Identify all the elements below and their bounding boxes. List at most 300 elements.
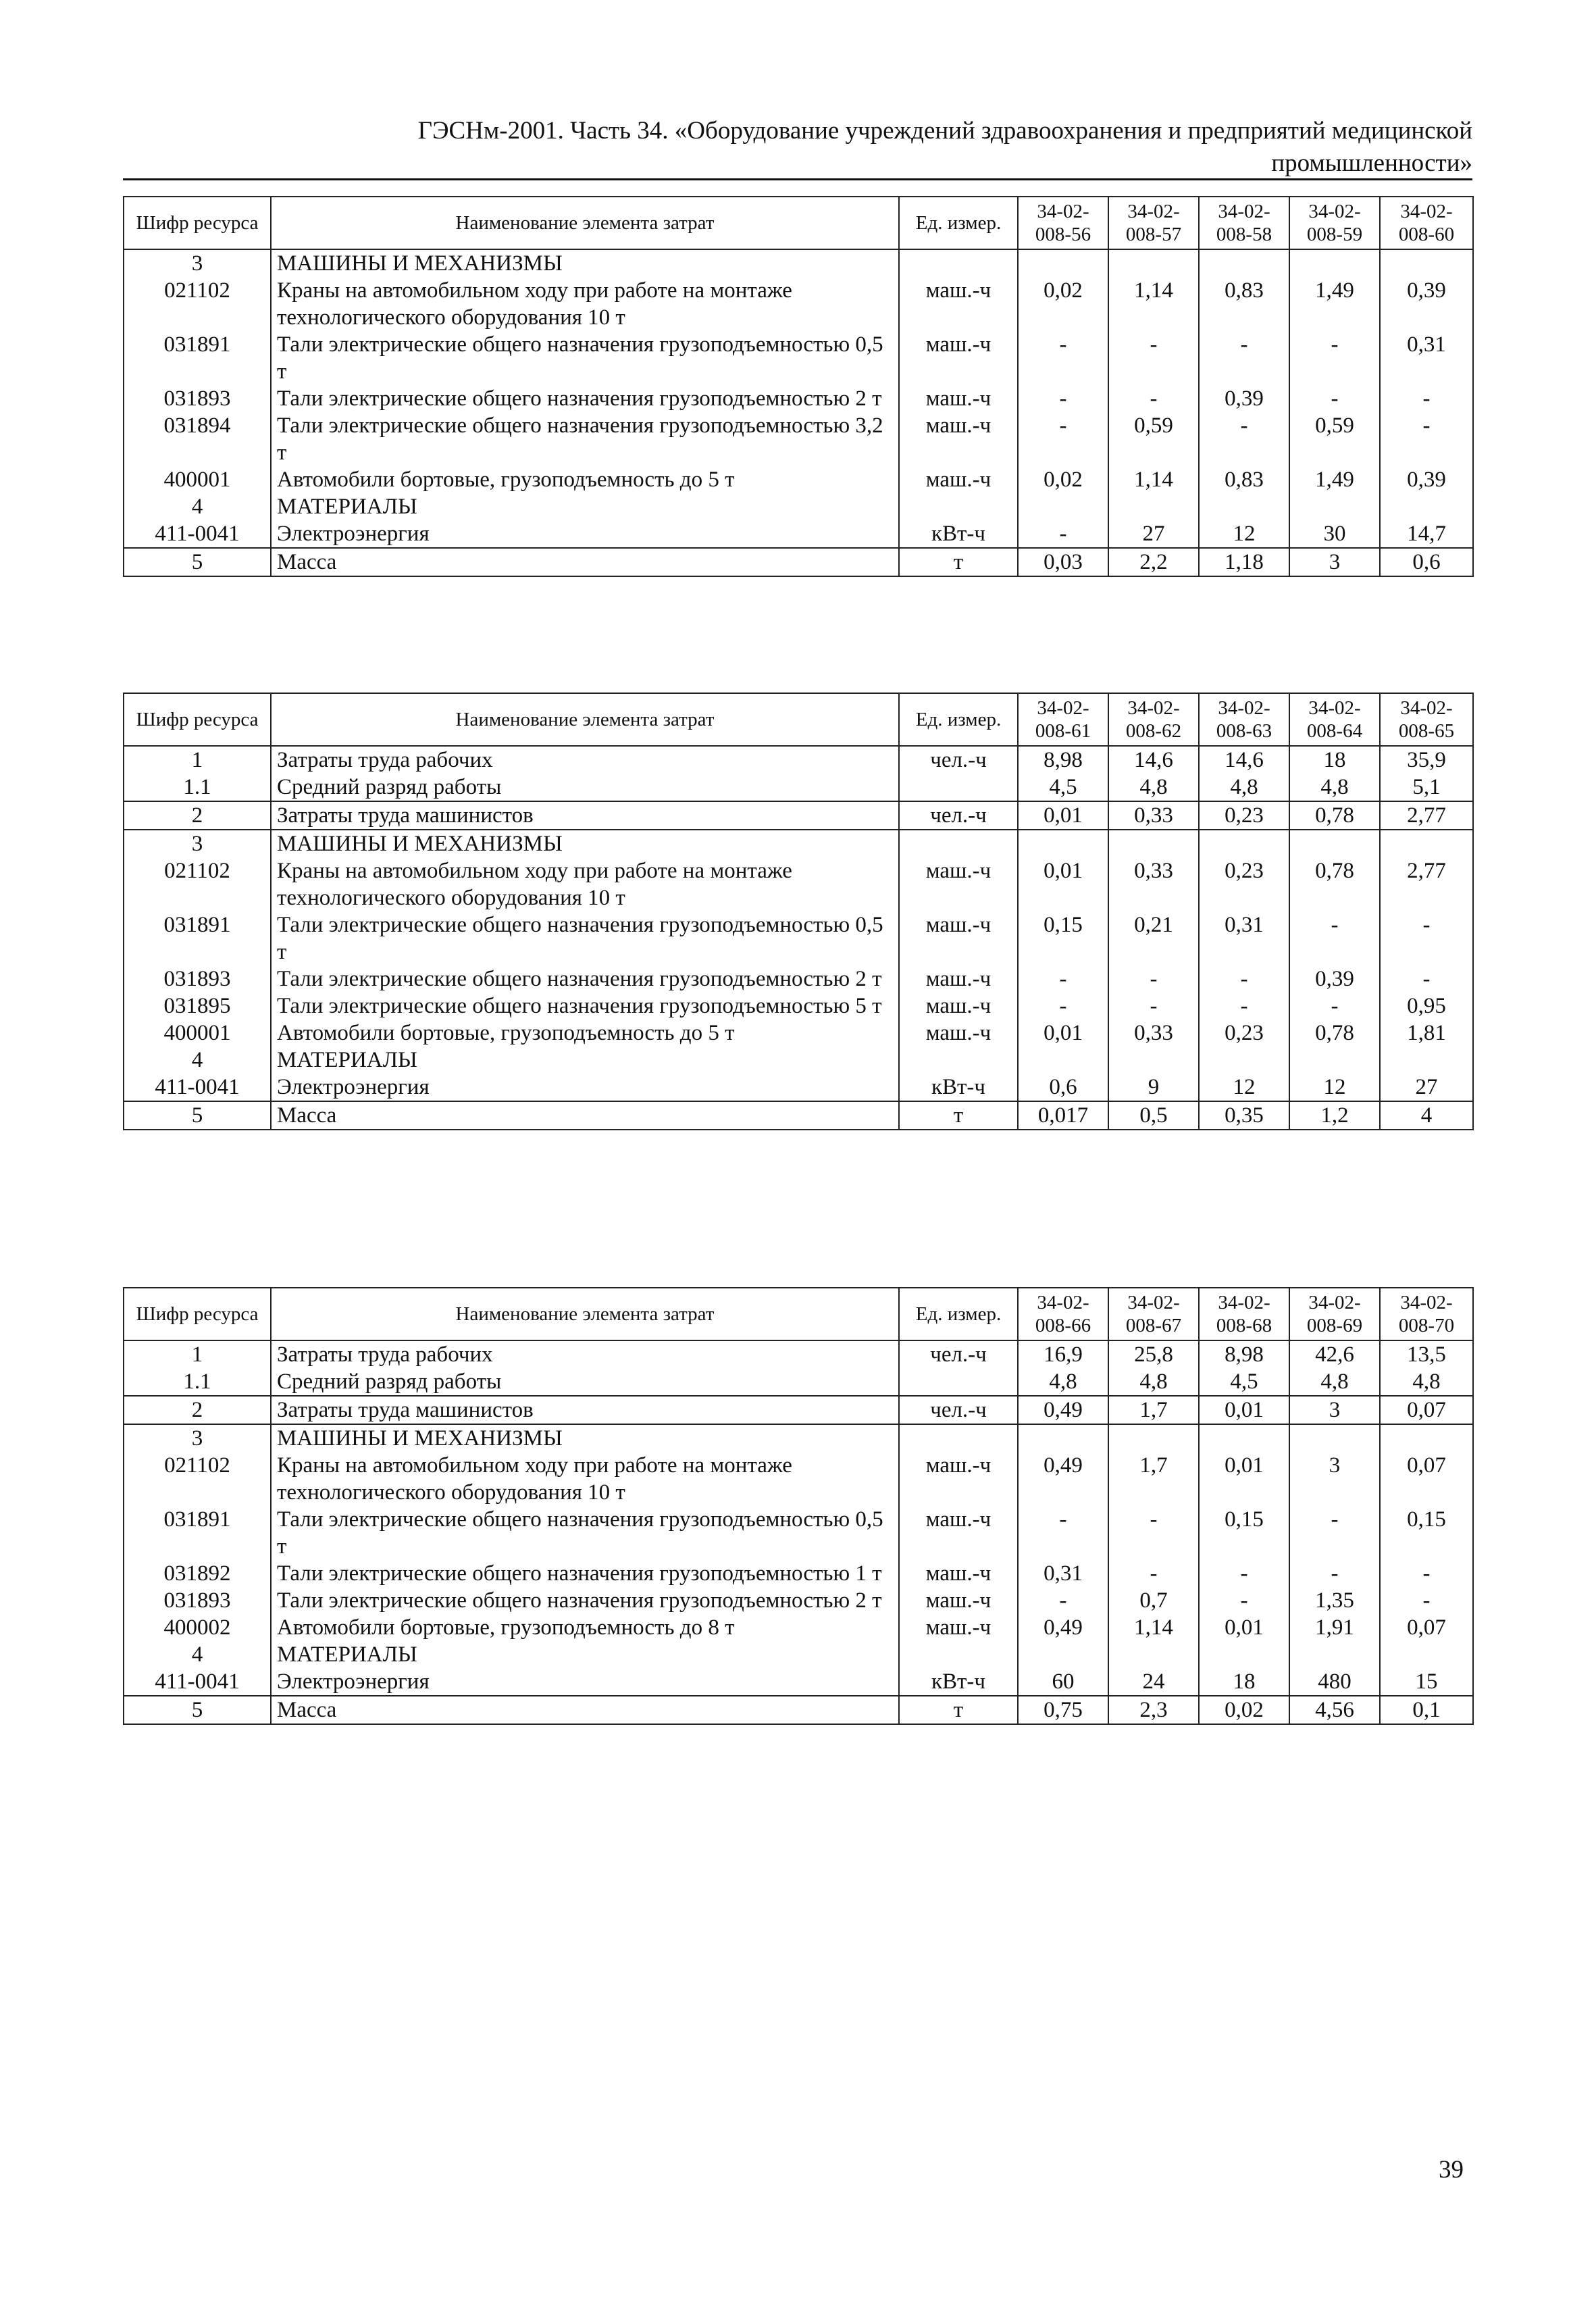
value-cell: 0,03 (1018, 548, 1108, 576)
table-row (124, 466, 1473, 493)
table-row (124, 1696, 1473, 1724)
table-row (124, 774, 1473, 801)
column-header-norm-code: 34-02-008-66 (1018, 1288, 1108, 1340)
unit-cell: маш.-ч (899, 277, 1018, 331)
value-cell: 4,8 (1289, 774, 1380, 801)
value-cell: - (1199, 1587, 1289, 1614)
resource-code-cell: 3 (124, 830, 271, 857)
value-cell (1289, 249, 1380, 277)
cost-element-name-cell: Средний разряд работы (271, 774, 899, 801)
cost-element-name-cell: Тали электрические общего назначения грузоподъемностью 2 т (271, 1587, 899, 1614)
cost-element-name-cell: Затраты труда рабочих (271, 746, 899, 774)
value-cell: 30 (1289, 520, 1380, 548)
value-cell: 2,2 (1108, 548, 1199, 576)
cost-element-name-cell: Тали электрические общего назначения грузоподъемностью 0,5 т (271, 331, 899, 385)
resource-code-cell: 031891 (124, 1506, 271, 1560)
value-cell: 0,59 (1289, 412, 1380, 466)
value-cell: - (1018, 385, 1108, 412)
column-header-norm-code: 34-02-008-70 (1380, 1288, 1473, 1340)
value-cell (1199, 249, 1289, 277)
value-cell: 4,8 (1199, 774, 1289, 801)
value-cell: 0,31 (1018, 1560, 1108, 1587)
value-cell: - (1380, 911, 1473, 965)
resource-code-cell: 031894 (124, 412, 271, 466)
value-cell: 0,49 (1018, 1452, 1108, 1506)
value-cell (1108, 1047, 1199, 1074)
value-cell (1380, 1047, 1473, 1074)
unit-cell: маш.-ч (899, 1506, 1018, 1560)
value-cell: - (1018, 520, 1108, 548)
value-cell: 9 (1108, 1074, 1199, 1101)
value-cell: - (1289, 1506, 1380, 1560)
column-header-norm-code: 34-02-008-60 (1380, 197, 1473, 249)
resource-table (123, 693, 1474, 1130)
value-cell: 0,01 (1199, 1614, 1289, 1641)
resource-code-cell: 021102 (124, 1452, 271, 1506)
cost-element-name-cell: Электроэнергия (271, 520, 899, 548)
value-cell: - (1289, 992, 1380, 1020)
unit-cell: маш.-ч (899, 1020, 1018, 1047)
value-cell: 0,15 (1018, 911, 1108, 965)
resource-code-cell: 1 (124, 1340, 271, 1368)
value-cell: 0,95 (1380, 992, 1473, 1020)
unit-cell (899, 1641, 1018, 1668)
resource-code-cell: 2 (124, 1396, 271, 1424)
value-cell: 0,01 (1018, 801, 1108, 830)
table-row (124, 1101, 1473, 1130)
value-cell: 1,91 (1289, 1614, 1380, 1641)
resource-code-cell: 1 (124, 746, 271, 774)
value-cell: 0,01 (1199, 1452, 1289, 1506)
value-cell: 27 (1108, 520, 1199, 548)
value-cell: 0,5 (1108, 1101, 1199, 1130)
cost-element-name-cell: МАТЕРИАЛЫ (271, 493, 899, 520)
table-row (124, 520, 1473, 548)
column-header-norm-code: 34-02-008-68 (1199, 1288, 1289, 1340)
value-cell (1199, 1641, 1289, 1668)
value-cell: 0,02 (1018, 466, 1108, 493)
cost-element-name-cell: МАШИНЫ И МЕХАНИЗМЫ (271, 249, 899, 277)
value-cell: - (1108, 385, 1199, 412)
table-row (124, 965, 1473, 992)
unit-cell: чел.-ч (899, 1396, 1018, 1424)
value-cell: 24 (1108, 1668, 1199, 1696)
column-header-norm-code: 34-02-008-67 (1108, 1288, 1199, 1340)
resource-code-cell: 411-0041 (124, 520, 271, 548)
value-cell: 0,23 (1199, 801, 1289, 830)
value-cell: 12 (1289, 1074, 1380, 1101)
value-cell: 0,49 (1018, 1614, 1108, 1641)
value-cell (1108, 249, 1199, 277)
unit-cell (899, 830, 1018, 857)
column-header-code: Шифр ресурса (124, 1288, 271, 1340)
value-cell (1199, 830, 1289, 857)
cost-element-name-cell: Средний разряд работы (271, 1368, 899, 1396)
table-row (124, 1614, 1473, 1641)
unit-cell (899, 1368, 1018, 1396)
unit-cell: маш.-ч (899, 992, 1018, 1020)
value-cell: 4,5 (1018, 774, 1108, 801)
value-cell: 1,14 (1108, 277, 1199, 331)
value-cell: 4,56 (1289, 1696, 1380, 1724)
table-row (124, 412, 1473, 466)
unit-cell: т (899, 1696, 1018, 1724)
value-cell (1108, 1424, 1199, 1452)
unit-cell: кВт-ч (899, 1074, 1018, 1101)
resource-code-cell: 2 (124, 801, 271, 830)
column-header-norm-code: 34-02-008-64 (1289, 693, 1380, 746)
column-header-norm-code: 34-02-008-57 (1108, 197, 1199, 249)
resource-code-cell: 400002 (124, 1614, 271, 1641)
unit-cell: маш.-ч (899, 385, 1018, 412)
value-cell (1380, 1641, 1473, 1668)
resource-code-cell: 3 (124, 249, 271, 277)
header-line-2: промышленности» (1271, 149, 1472, 177)
value-cell: - (1289, 331, 1380, 385)
table-header-row (124, 197, 1473, 249)
value-cell: 0,07 (1380, 1452, 1473, 1506)
value-cell: - (1018, 992, 1108, 1020)
value-cell: - (1018, 1587, 1108, 1614)
unit-cell: маш.-ч (899, 911, 1018, 965)
unit-cell: маш.-ч (899, 965, 1018, 992)
value-cell (1380, 830, 1473, 857)
table-row (124, 331, 1473, 385)
cost-element-name-cell: МАТЕРИАЛЫ (271, 1047, 899, 1074)
value-cell: 0,23 (1199, 1020, 1289, 1047)
value-cell: 0,75 (1018, 1696, 1108, 1724)
value-cell: 0,33 (1108, 857, 1199, 911)
value-cell: 18 (1199, 1668, 1289, 1696)
resource-code-cell: 411-0041 (124, 1074, 271, 1101)
table-row (124, 801, 1473, 830)
unit-cell: маш.-ч (899, 1452, 1018, 1506)
value-cell: 0,7 (1108, 1587, 1199, 1614)
value-cell: 0,78 (1289, 801, 1380, 830)
value-cell: 5,1 (1380, 774, 1473, 801)
resource-code-cell: 5 (124, 548, 271, 576)
value-cell: 0,33 (1108, 801, 1199, 830)
value-cell (1380, 493, 1473, 520)
value-cell (1289, 1641, 1380, 1668)
table-row (124, 1074, 1473, 1101)
value-cell: 4,8 (1289, 1368, 1380, 1396)
resource-code-cell: 4 (124, 1641, 271, 1668)
table-row (124, 548, 1473, 576)
table-row (124, 911, 1473, 965)
value-cell: - (1380, 1560, 1473, 1587)
cost-element-name-cell: Краны на автомобильном ходу при работе на монтаже технологического оборудования 10 т (271, 277, 899, 331)
column-header-name: Наименование элемента затрат (271, 197, 899, 249)
value-cell: 0,01 (1018, 857, 1108, 911)
page-header (123, 115, 1472, 180)
cost-element-name-cell: Тали электрические общего назначения грузоподъемностью 2 т (271, 965, 899, 992)
table-row (124, 1587, 1473, 1614)
column-header-norm-code: 34-02-008-61 (1018, 693, 1108, 746)
value-cell (1108, 493, 1199, 520)
value-cell (1289, 830, 1380, 857)
table-row (124, 746, 1473, 774)
value-cell: 25,8 (1108, 1340, 1199, 1368)
cost-element-name-cell: Затраты труда рабочих (271, 1340, 899, 1368)
value-cell: 3 (1289, 548, 1380, 576)
column-header-norm-code: 34-02-008-59 (1289, 197, 1380, 249)
unit-cell: маш.-ч (899, 1560, 1018, 1587)
value-cell: 12 (1199, 1074, 1289, 1101)
value-cell: 27 (1380, 1074, 1473, 1101)
value-cell: 14,6 (1108, 746, 1199, 774)
unit-cell: чел.-ч (899, 801, 1018, 830)
resource-code-cell: 031893 (124, 965, 271, 992)
value-cell (1108, 1641, 1199, 1668)
value-cell: - (1108, 1560, 1199, 1587)
section-row (124, 1641, 1473, 1668)
value-cell: - (1018, 412, 1108, 466)
header-line-1: ГЭСНм-2001. Часть 34. «Оборудование учреждений здравоохранения и предприятий медицинской (417, 117, 1472, 145)
column-header-norm-code: 34-02-008-63 (1199, 693, 1289, 746)
resource-code-cell: 021102 (124, 277, 271, 331)
cost-element-name-cell: Тали электрические общего назначения грузоподъемностью 0,5 т (271, 1506, 899, 1560)
resource-code-cell: 031891 (124, 911, 271, 965)
value-cell: 0,21 (1108, 911, 1199, 965)
value-cell: 3 (1289, 1396, 1380, 1424)
unit-cell (899, 1047, 1018, 1074)
value-cell: - (1018, 331, 1108, 385)
value-cell: 16,9 (1018, 1340, 1108, 1368)
value-cell: 1,7 (1108, 1452, 1199, 1506)
value-cell: - (1380, 412, 1473, 466)
value-cell: 0,59 (1108, 412, 1199, 466)
table-row (124, 1506, 1473, 1560)
value-cell: 0,07 (1380, 1614, 1473, 1641)
column-header-unit: Ед. измер. (899, 197, 1018, 249)
value-cell: 0,33 (1108, 1020, 1199, 1047)
value-cell: 0,02 (1018, 277, 1108, 331)
cost-element-name-cell: МАТЕРИАЛЫ (271, 1641, 899, 1668)
resource-code-cell: 1.1 (124, 1368, 271, 1396)
value-cell (1018, 493, 1108, 520)
cost-element-name-cell: Тали электрические общего назначения грузоподъемностью 2 т (271, 385, 899, 412)
column-header-norm-code: 34-02-008-65 (1380, 693, 1473, 746)
value-cell: 0,01 (1199, 1396, 1289, 1424)
section-row (124, 830, 1473, 857)
column-header-norm-code: 34-02-008-62 (1108, 693, 1199, 746)
resource-code-cell: 031892 (124, 1560, 271, 1587)
value-cell: - (1108, 331, 1199, 385)
value-cell: - (1199, 412, 1289, 466)
resource-code-cell: 5 (124, 1696, 271, 1724)
unit-cell: кВт-ч (899, 1668, 1018, 1696)
value-cell: - (1108, 1506, 1199, 1560)
table-row (124, 1020, 1473, 1047)
value-cell: 0,39 (1380, 277, 1473, 331)
value-cell (1018, 830, 1108, 857)
value-cell: 0,1 (1380, 1696, 1473, 1724)
value-cell: 1,14 (1108, 1614, 1199, 1641)
resource-table (123, 1287, 1474, 1725)
resource-code-cell: 031893 (124, 385, 271, 412)
cost-element-name-cell: Масса (271, 1101, 899, 1130)
resource-code-cell: 5 (124, 1101, 271, 1130)
unit-cell: чел.-ч (899, 1340, 1018, 1368)
column-header-code: Шифр ресурса (124, 693, 271, 746)
cost-element-name-cell: Электроэнергия (271, 1668, 899, 1696)
value-cell: 13,5 (1380, 1340, 1473, 1368)
value-cell: 0,78 (1289, 1020, 1380, 1047)
value-cell: 0,39 (1380, 466, 1473, 493)
value-cell: - (1108, 965, 1199, 992)
value-cell: - (1380, 1587, 1473, 1614)
resource-code-cell: 1.1 (124, 774, 271, 801)
value-cell: - (1108, 992, 1199, 1020)
unit-cell (899, 1424, 1018, 1452)
value-cell: 60 (1018, 1668, 1108, 1696)
table-header-row (124, 1288, 1473, 1340)
resource-code-cell: 400001 (124, 466, 271, 493)
table-row (124, 1452, 1473, 1506)
value-cell: 0,6 (1380, 548, 1473, 576)
value-cell: 0,31 (1199, 911, 1289, 965)
value-cell: 4,8 (1108, 774, 1199, 801)
value-cell: 480 (1289, 1668, 1380, 1696)
value-cell: 2,3 (1108, 1696, 1199, 1724)
value-cell: 0,39 (1289, 965, 1380, 992)
value-cell: 0,31 (1380, 331, 1473, 385)
value-cell: 0,83 (1199, 466, 1289, 493)
value-cell: 4 (1380, 1101, 1473, 1130)
column-header-unit: Ед. измер. (899, 1288, 1018, 1340)
value-cell: 0,6 (1018, 1074, 1108, 1101)
cost-element-name-cell: Тали электрические общего назначения грузоподъемностью 5 т (271, 992, 899, 1020)
resource-code-cell: 031895 (124, 992, 271, 1020)
value-cell (1380, 1424, 1473, 1452)
cost-element-name-cell: Автомобили бортовые, грузоподъемность до 5 т (271, 1020, 899, 1047)
resource-code-cell: 031893 (124, 1587, 271, 1614)
cost-element-name-cell: Краны на автомобильном ходу при работе на монтаже технологического оборудования 10 т (271, 857, 899, 911)
value-cell: 1,2 (1289, 1101, 1380, 1130)
value-cell: 3 (1289, 1452, 1380, 1506)
table-row (124, 857, 1473, 911)
unit-cell: т (899, 548, 1018, 576)
value-cell: 35,9 (1380, 746, 1473, 774)
table-header-row (124, 693, 1473, 746)
value-cell: 4,8 (1380, 1368, 1473, 1396)
resource-code-cell: 4 (124, 1047, 271, 1074)
resource-table (123, 196, 1474, 577)
cost-element-name-cell: Масса (271, 1696, 899, 1724)
section-row (124, 1047, 1473, 1074)
table-row (124, 992, 1473, 1020)
cost-element-name-cell: МАШИНЫ И МЕХАНИЗМЫ (271, 830, 899, 857)
resource-code-cell: 400001 (124, 1020, 271, 1047)
resource-code-cell: 3 (124, 1424, 271, 1452)
value-cell: 18 (1289, 746, 1380, 774)
cost-element-name-cell: Тали электрические общего назначения грузоподъемностью 0,5 т (271, 911, 899, 965)
value-cell: 1,35 (1289, 1587, 1380, 1614)
value-cell: - (1199, 1560, 1289, 1587)
table-row (124, 1368, 1473, 1396)
page-number: 39 (1439, 2156, 1464, 2184)
value-cell: 0,83 (1199, 277, 1289, 331)
value-cell: 2,77 (1380, 857, 1473, 911)
header-rule (123, 178, 1472, 180)
column-header-name: Наименование элемента затрат (271, 1288, 899, 1340)
value-cell: 0,39 (1199, 385, 1289, 412)
value-cell: 14,6 (1199, 746, 1289, 774)
value-cell (1199, 1047, 1289, 1074)
value-cell: 1,7 (1108, 1396, 1199, 1424)
value-cell: - (1380, 385, 1473, 412)
section-row (124, 493, 1473, 520)
value-cell: - (1199, 965, 1289, 992)
cost-element-name-cell: Автомобили бортовые, грузоподъемность до 8 т (271, 1614, 899, 1641)
cost-element-name-cell: Электроэнергия (271, 1074, 899, 1101)
cost-element-name-cell: Масса (271, 548, 899, 576)
unit-cell (899, 774, 1018, 801)
value-cell: 1,14 (1108, 466, 1199, 493)
value-cell: - (1380, 965, 1473, 992)
cost-element-name-cell: Затраты труда машинистов (271, 1396, 899, 1424)
value-cell (1289, 1424, 1380, 1452)
value-cell: 4,5 (1199, 1368, 1289, 1396)
column-header-name: Наименование элемента затрат (271, 693, 899, 746)
unit-cell: маш.-ч (899, 331, 1018, 385)
value-cell (1108, 830, 1199, 857)
value-cell: 0,49 (1018, 1396, 1108, 1424)
value-cell: - (1018, 965, 1108, 992)
value-cell: 0,07 (1380, 1396, 1473, 1424)
value-cell: - (1289, 911, 1380, 965)
column-header-norm-code: 34-02-008-69 (1289, 1288, 1380, 1340)
cost-element-name-cell: Тали электрические общего назначения грузоподъемностью 3,2 т (271, 412, 899, 466)
value-cell (1018, 249, 1108, 277)
value-cell (1380, 249, 1473, 277)
value-cell: 12 (1199, 520, 1289, 548)
value-cell: 1,81 (1380, 1020, 1473, 1047)
value-cell: 42,6 (1289, 1340, 1380, 1368)
value-cell (1018, 1424, 1108, 1452)
value-cell (1199, 493, 1289, 520)
value-cell: 1,49 (1289, 277, 1380, 331)
unit-cell: маш.-ч (899, 1587, 1018, 1614)
cost-element-name-cell: МАШИНЫ И МЕХАНИЗМЫ (271, 1424, 899, 1452)
value-cell: 0,78 (1289, 857, 1380, 911)
unit-cell (899, 493, 1018, 520)
value-cell: 15 (1380, 1668, 1473, 1696)
table-row (124, 1396, 1473, 1424)
resource-code-cell: 411-0041 (124, 1668, 271, 1696)
column-header-code: Шифр ресурса (124, 197, 271, 249)
table-row (124, 385, 1473, 412)
section-row (124, 1424, 1473, 1452)
cost-element-name-cell: Затраты труда машинистов (271, 801, 899, 830)
value-cell: 2,77 (1380, 801, 1473, 830)
value-cell: 4,8 (1018, 1368, 1108, 1396)
resource-code-cell: 031891 (124, 331, 271, 385)
table-row (124, 1668, 1473, 1696)
value-cell: - (1199, 992, 1289, 1020)
resource-code-cell: 4 (124, 493, 271, 520)
value-cell: 0,15 (1199, 1506, 1289, 1560)
unit-cell: кВт-ч (899, 520, 1018, 548)
section-row (124, 249, 1473, 277)
value-cell (1289, 493, 1380, 520)
value-cell: - (1289, 1560, 1380, 1587)
column-header-norm-code: 34-02-008-58 (1199, 197, 1289, 249)
value-cell: 0,01 (1018, 1020, 1108, 1047)
value-cell (1018, 1047, 1108, 1074)
value-cell: 8,98 (1199, 1340, 1289, 1368)
